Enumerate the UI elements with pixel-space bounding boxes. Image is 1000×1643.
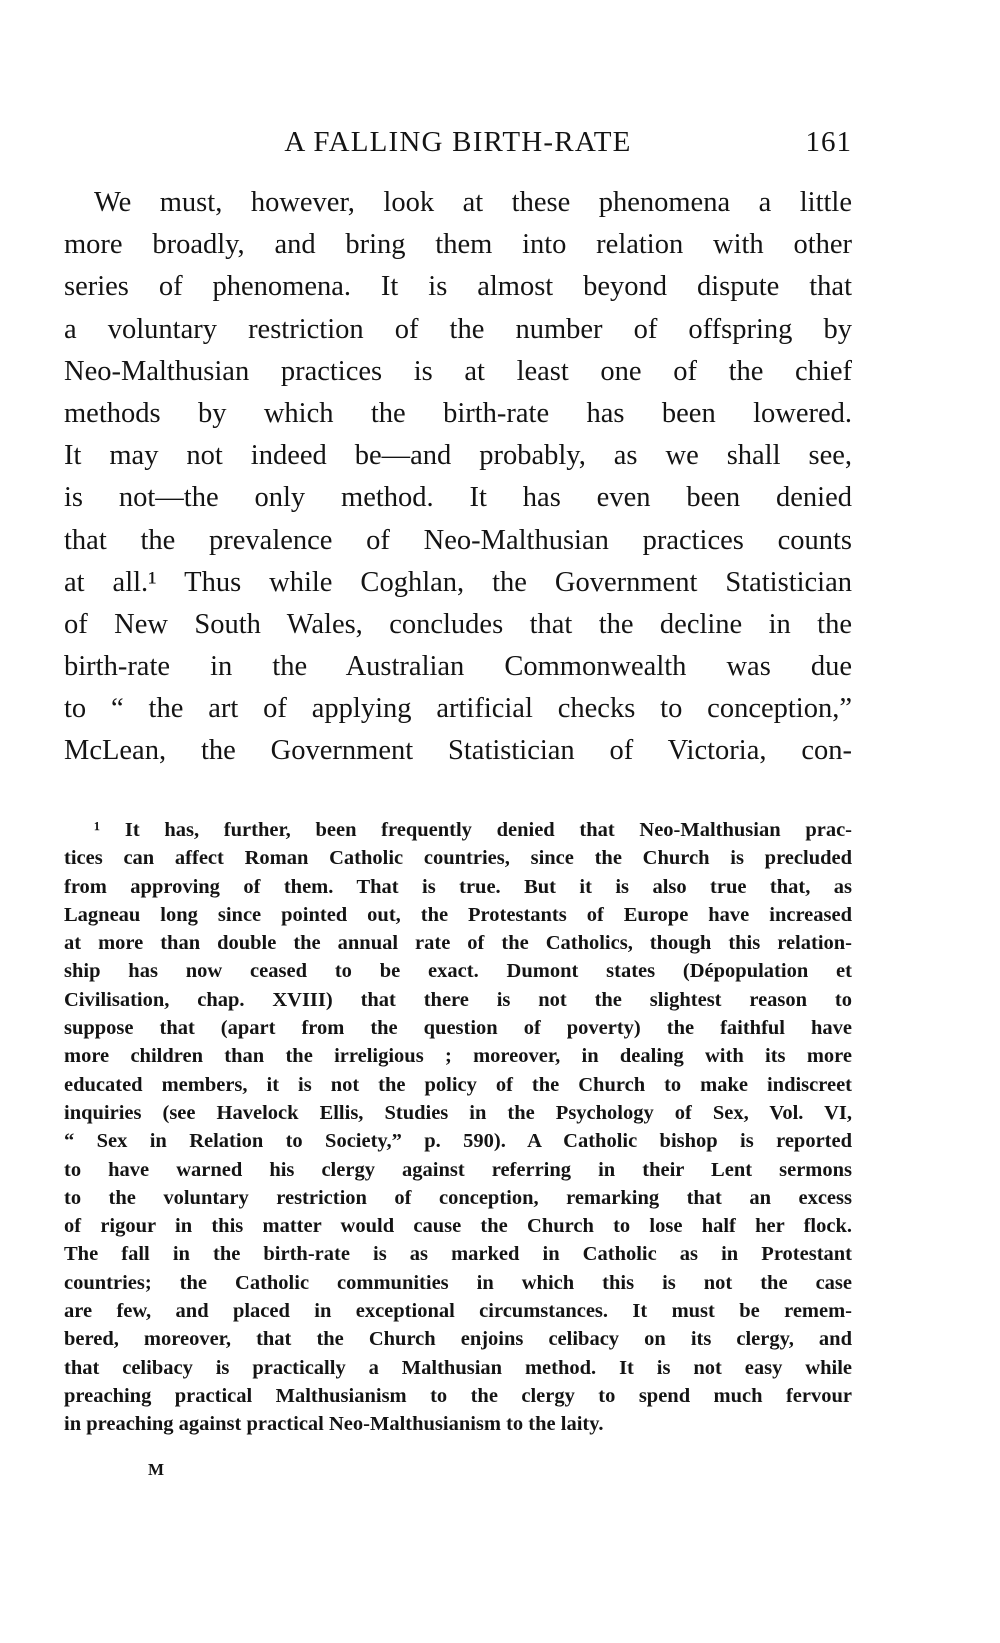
body-line: series of phenomena. It is almost beyond dispute that xyxy=(64,271,852,303)
footnote-line: Lagneau long since pointed out, the Protestants of Europe have increased xyxy=(64,903,852,926)
body-line: Neo-Malthusian practices is at least one of the chief xyxy=(64,355,852,387)
body-line: It may not indeed be—and probably, as we shall see, xyxy=(64,440,852,472)
footnote-line: to have warned his clergy against referring in their Lent sermons xyxy=(64,1158,852,1181)
body-line: We must, however, look at these phenomena a little xyxy=(94,187,852,218)
footnote-line: inquiries (see Havelock Ellis, Studies in the Psychology of Sex, Vol. VI, xyxy=(64,1101,852,1124)
running-title: A FALLING BIRTH-RATE xyxy=(284,126,632,158)
footnote-line: to the voluntary restriction of conception, remarking that an excess xyxy=(64,1186,852,1209)
body-line: to “ the art of applying artificial checks to conception,” xyxy=(64,693,852,725)
body-line: at all.¹ Thus while Coghlan, the Government Statistician xyxy=(64,566,852,598)
body-line: is not—the only method. It has even been denied xyxy=(64,482,852,514)
body-text xyxy=(64,182,852,773)
body-line: that the prevalence of Neo-Malthusian practices counts xyxy=(64,524,852,556)
signature-mark: M xyxy=(148,1460,166,1479)
footnote-line: more children than the irreligious ; moreover, in dealing with its more xyxy=(64,1045,852,1068)
footnote-line: are few, and placed in exceptional circumstances. It must be remem- xyxy=(64,1300,852,1323)
footnote-line: ¹ It has, further, been frequently denied that Neo-Malthusian prac- xyxy=(94,819,852,841)
footnote-line: that celibacy is practically a Malthusian method. It is not easy while xyxy=(64,1356,852,1379)
page-number: 161 xyxy=(805,126,852,158)
footnote xyxy=(64,816,852,1439)
body-line: more broadly, and bring them into relation with other xyxy=(64,229,852,261)
footnote-line: tices can affect Roman Catholic countries, since the Church is precluded xyxy=(64,847,852,870)
footnote-line: preaching practical Malthusianism to the clergy to spend much fervour xyxy=(64,1384,852,1407)
body-line: methods by which the birth-rate has been lowered. xyxy=(64,397,852,429)
footnote-line: Civilisation, chap. XVIII) that there is not the slightest reason to xyxy=(64,988,852,1011)
footnote-line: ship has now ceased to be exact. Dumont states (Dépopulation et xyxy=(64,960,852,983)
footnote-line: in preaching against practical Neo-Malthusianism to the laity. xyxy=(64,1413,604,1436)
body-line: McLean, the Government Statistician of Victoria, con- xyxy=(64,735,852,767)
footnote-line: The fall in the birth-rate is as marked in Catholic as in Protestant xyxy=(64,1243,852,1266)
body-line: birth-rate in the Australian Commonwealth was due xyxy=(64,651,852,683)
footnote-line: bered, moreover, that the Church enjoins celibacy on its clergy, and xyxy=(64,1328,852,1351)
footnote-line: from approving of them. That is true. But it is also true that, as xyxy=(64,875,852,898)
footnote-line: “ Sex in Relation to Society,” p. 590). A Catholic bishop is reported xyxy=(64,1130,852,1153)
body-line: a voluntary restriction of the number of offspring by xyxy=(64,313,852,345)
footnote-line: of rigour in this matter would cause the Church to lose half her flock. xyxy=(64,1215,852,1238)
running-head xyxy=(64,126,852,166)
footnote-line: at more than double the annual rate of the Catholics, though this relation- xyxy=(64,932,852,955)
footnote-line: countries; the Catholic communities in which this is not the case xyxy=(64,1271,852,1294)
body-line: of New South Wales, concludes that the decline in the xyxy=(64,608,852,640)
footnote-line: educated members, it is not the policy of the Church to make indiscreet xyxy=(64,1073,852,1096)
footnote-line: suppose that (apart from the question of poverty) the faithful have xyxy=(64,1017,852,1040)
